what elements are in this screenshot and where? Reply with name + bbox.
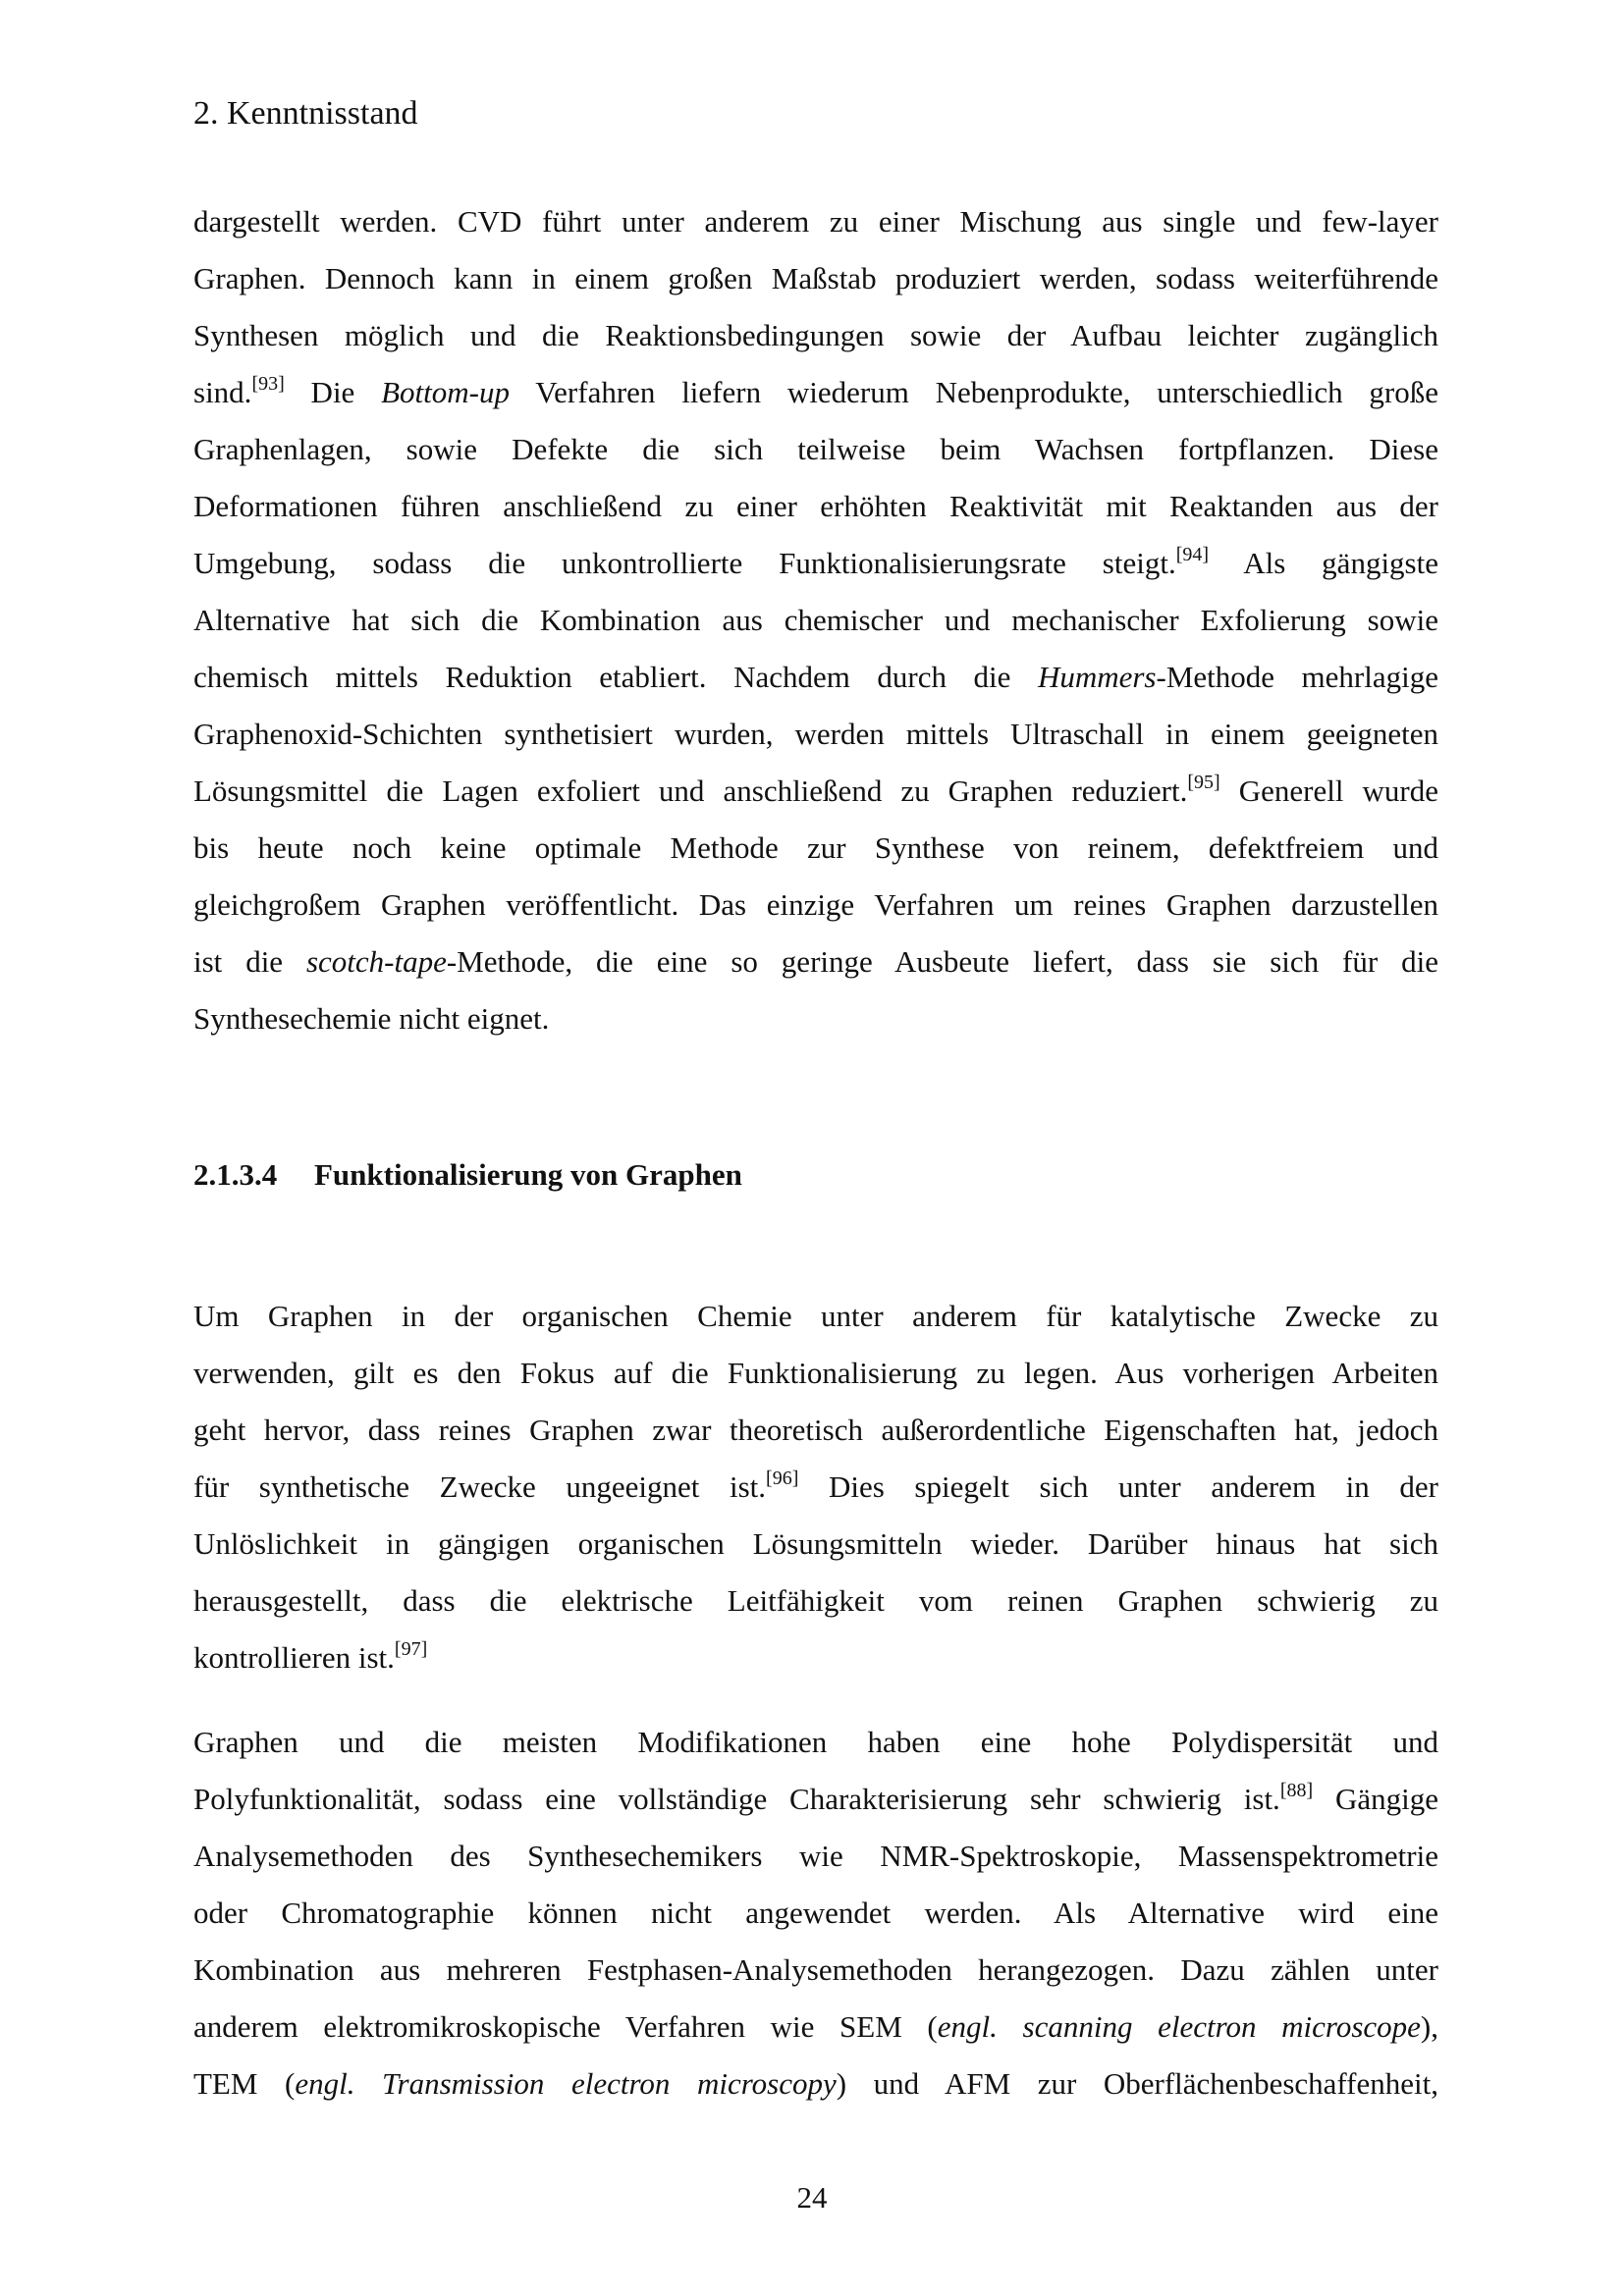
citation-88: [88]: [1279, 1779, 1314, 1801]
citation-95: [95]: [1187, 771, 1220, 793]
text-line: Umgebung, sodass die unkontrollierte Funktionalisierungsrate steigt.[94] Als gängigste: [193, 543, 1438, 580]
text-line: Analysemethoden des Synthesechemikers wie NMR-Spektroskopie, Massenspektrometrie: [193, 1839, 1438, 1873]
text-line: kontrollieren ist.[97]: [193, 1637, 428, 1675]
text-line: gleichgroßem Graphen veröffentlicht. Das einzige Verfahren um reines Graphen darzustellen: [193, 887, 1438, 922]
citation-96: [96]: [766, 1467, 799, 1489]
text-line: Graphenoxid-Schichten synthetisiert wurden, werden mittels Ultraschall in einem geeigneten: [193, 717, 1438, 751]
text-line: Unlöslichkeit in gängigen organischen Lösungsmitteln wieder. Darüber hinaus hat sich: [193, 1526, 1438, 1561]
text-line: Um Graphen in der organischen Chemie unter anderem für katalytische Zwecke zu: [193, 1299, 1438, 1333]
page-number: 24: [796, 2180, 828, 2215]
text-line: Graphen und die meisten Modifikationen haben eine hohe Polydispersität und: [193, 1725, 1438, 1759]
text-line: Lösungsmittel die Lagen exfoliert und anschließend zu Graphen reduziert.[95] Generell wurde: [193, 771, 1438, 808]
text-line: Synthesen möglich und die Reaktionsbedingungen sowie der Aufbau leichter zugänglich: [193, 318, 1438, 352]
text-line: Graphenlagen, sowie Defekte die sich teilweise beim Wachsen fortpflanzen. Diese: [193, 432, 1438, 466]
paragraph-1: [193, 193, 1438, 1047]
text-line: dargestellt werden. CVD führt unter anderem zu einer Mischung aus single und few-layer: [193, 204, 1438, 239]
citation-93: [93]: [251, 372, 285, 395]
text-line: TEM (engl. Transmission electron microscopy) und AFM zur Oberflächenbeschaffenheit,: [193, 2066, 1438, 2101]
section-heading: [193, 1155, 742, 1195]
text-line: anderem elektromikroskopische Verfahren wie SEM (engl. scanning electron microscope),: [193, 2009, 1438, 2044]
section-title: Funktionalisierung von Graphen: [314, 1157, 742, 1192]
text-line: verwenden, gilt es den Fokus auf die Funktionalisierung zu legen. Aus vorherigen Arbeiten: [193, 1356, 1438, 1390]
text-line: oder Chromatographie können nicht angewendet werden. Als Alternative wird eine: [193, 1896, 1438, 1930]
text-line: für synthetische Zwecke ungeeignet ist.[96] Dies spiegelt sich unter anderem in der: [193, 1467, 1438, 1504]
text-line: ist die scotch-tape-Methode, die eine so geringe Ausbeute liefert, dass sie sich für die: [193, 944, 1438, 979]
text-line: Deformationen führen anschließend zu einer erhöhten Reaktivität mit Reaktanden aus der: [193, 489, 1438, 523]
text-line: Alternative hat sich die Kombination aus chemischer und mechanischer Exfolierung sowie: [193, 603, 1438, 637]
text-line: Graphen. Dennoch kann in einem großen Maßstab produziert werden, sodass weiterführende: [193, 261, 1438, 295]
paragraph-3: [193, 1714, 1438, 2112]
paragraph-2: [193, 1288, 1438, 1686]
citation-94: [94]: [1175, 543, 1210, 565]
text-line: geht hervor, dass reines Graphen zwar theoretisch außerordentliche Eigenschaften hat, jedoch: [193, 1413, 1438, 1447]
text-line: bis heute noch keine optimale Methode zur Synthese von reinem, defektfreiem und: [193, 830, 1438, 865]
text-line: Kombination aus mehreren Festphasen-Analysemethoden herangezogen. Dazu zählen unter: [193, 1952, 1438, 1987]
text-line: chemisch mittels Reduktion etabliert. Nachdem durch die Hummers-Methode mehrlagige: [193, 660, 1438, 694]
text-line: Polyfunktionalität, sodass eine vollständige Charakterisierung sehr schwierig ist.[88] Gängige: [193, 1779, 1438, 1816]
text-line: herausgestellt, dass die elektrische Leitfähigkeit vom reinen Graphen schwierig zu: [193, 1583, 1438, 1618]
text-line: Synthesechemie nicht eignet.: [193, 1001, 550, 1036]
text-line: sind.[93] Die Bottom-up Verfahren liefern wiederum Nebenprodukte, unterschiedlich große: [193, 372, 1438, 409]
citation-97: [97]: [394, 1637, 428, 1660]
section-number: 2.1.3.4: [193, 1157, 278, 1192]
running-header: 2. Kenntnisstand: [193, 95, 418, 132]
